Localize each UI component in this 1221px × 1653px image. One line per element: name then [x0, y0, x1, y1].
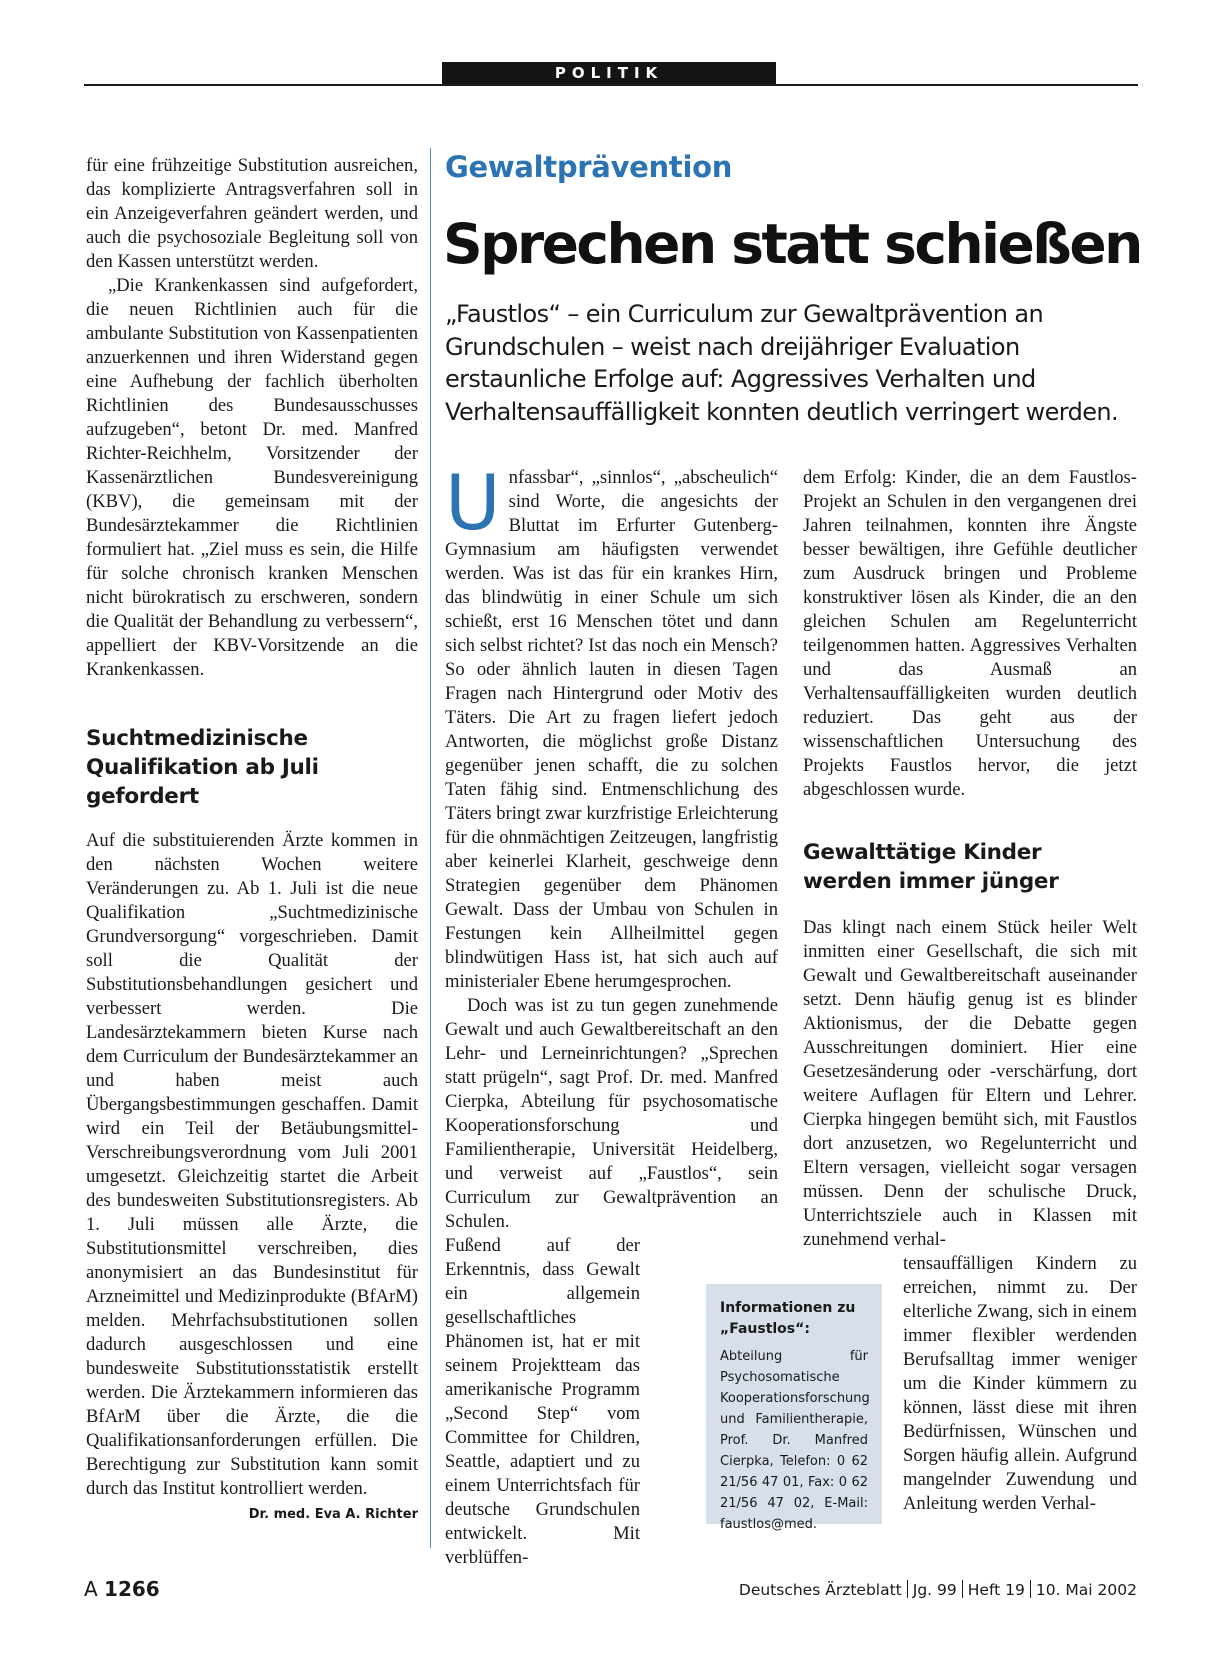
article-paragraph-1-text: nfassbar“, „sinnlos“, „abscheulich“ sind Worte, die angesichts der Bluttat im Erfurter Gutenberg-Gymnasium am häufigsten verwendet werden. Was ist das für ein krankes Hirn, das blindwütig in einer Schule um sich schießt, erst 16 Menschen tötet und dann sich selbst richtet? Ist das noch ein Mensch? So oder ähnlich lauten in diesen Tagen Fragen nach Hintergrund oder Motiv des Täters. Die Art zu fragen liefert jedoch Antworten, die möglichst große Distanz gegenüber jenen schafft, die zu solchen Taten fähig sind. Entmenschlichung des Täters bringt zwar kurzfristige Erleichterung für die ohnmächtigen Zeitzeugen, langfristig aber keinerlei Klarheit, geschweige denn Strategien gegenüber dem Phänomen Gewalt. Dass der Umbau von Schulen in Festungen kein Allheilmittel gegen blindwütigen Hass ist, hat sich auch auf ministerialer Ebene herumgesprochen.: [445, 467, 778, 992]
footer-separator: [1030, 1580, 1031, 1598]
journal-date: 10. Mai 2002: [1035, 1581, 1137, 1599]
article-paragraph-4a: Das klingt nach einem Stück heiler Welt inmitten einer Gesellschaft, die sich mit Gewalt und Gewaltbereitschaft auseinander setzt. Denn häufig genug ist es blinder Aktionismus, der die Debatte gegen Ausschreitungen dominiert. Hier eine Gesetzesänderung oder -verschärfung, dort weitere Auflagen für Eltern und Lehrer. Cierpka hingegen bemüht sich, mit Faustlos dort anzusetzen, wo Regelunterricht und Eltern versagen, vielleicht sogar versagen müssen. Denn der schulische Druck, Unterrichtsziele auch in Klassen mit zunehmend verhal-: [803, 917, 1137, 1250]
info-box-title: Informationen zu „Faustlos“:: [720, 1300, 856, 1337]
footer-separator: [962, 1580, 963, 1598]
left-subhead: Suchtmedizinische Qualifikation ab Juli gefordert: [86, 726, 319, 809]
article-paragraph-4b: tensauffälligen Kindern zu erreichen, nimmt zu. Der elterliche Zwang, sich in einem immer flexibler werdenden Berufsalltag immer weniger um die Kinder kümmern zu können, lässt diese mit ihren Bedürfnissen, Wünschen und Sorgen häufig allein. Aufgrund mangelnder Zuwendung und Anleitung werden Verhal-: [903, 1253, 1137, 1514]
left-paragraph-2: „Die Krankenkassen sind aufgefordert, die neuen Richtlinien auch für die ambulante Substitution von Kassenpatienten anzuerkennen und ihren Widerstand gegen eine Aufhebung der fachlich überholten Richtlinien des Bundesausschusses aufzugeben“, betont Dr. med. Manfred Richter-Reichhelm, Vorsitzender der Kassenärztlichen Bundesvereinigung (KBV), die gemeinsam mit der Bundesärztekammer die Richtlinien formuliert hat. „Ziel muss es sein, die Hilfe für solche chronisch kranken Menschen nicht bürokratisch zu erschweren, sondern die Qualität der Behandlung zu verbessern“, appelliert der KBV-Vorsitzende an die Krankenkassen.: [86, 275, 418, 680]
right-column: [803, 466, 1137, 1516]
article-lead: „Faustlos“ – ein Curriculum zur Gewaltprävention an Grundschulen – weist nach dreijähriger Evaluation erstaunliche Erfolge auf: Aggressives Verhalten und Verhaltensauffälligkeit konnten deutlich verringert werden.: [445, 300, 1119, 426]
drop-cap: U: [445, 458, 501, 547]
page-number: 1266: [104, 1577, 160, 1601]
folio-prefix: A: [84, 1577, 98, 1601]
article-kicker: Gewaltprävention: [445, 150, 733, 184]
left-paragraph-3: [86, 829, 418, 1522]
article-paragraph-2b: Fußend auf der Erkenntnis, dass Gewalt ein allgemein gesellschaftliches Phänomen ist, hat er mit seinem Projektteam das amerikanische Programm „Second Step“ vom Committee for Children, Seattle, adaptiert und zu einem Unterrichtsfach für deutsche Grundschulen entwickelt. Mit verblüffen-: [445, 1235, 640, 1568]
page-folio: [84, 1577, 160, 1601]
article-paragraph-2a: Doch was ist zu tun gegen zunehmende Gewalt und auch Gewaltbereitschaft an den Lehr- und Lerneinrichtungen? „Sprechen statt prügeln“, sagt Prof. Dr. med. Manfred Cierpka, Abteilung für psychosomatische Kooperationsforschung und Familientherapie, Universität Heidelberg, und verweist auf „Faustlos“, sein Curriculum zur Gewaltprävention an Schulen.: [445, 995, 778, 1232]
article-subhead: Gewalttätige Kinder werden immer jünger: [803, 840, 1059, 894]
author-credit: Dr. med. Eva A. Richter: [248, 1507, 418, 1522]
journal-footer: [739, 1580, 1137, 1599]
journal-name: Deutsches Ärzteblatt: [738, 1581, 902, 1599]
column-divider: [430, 148, 431, 1548]
section-label: POLITIK: [442, 62, 776, 84]
article-paragraph-1: [445, 458, 778, 994]
footer-separator: [907, 1580, 908, 1598]
article-paragraph-3: dem Erfolg: Kinder, die an dem Faustlos-Projekt an Schulen in den vergangenen drei Jahren teilnahmen, konnten ihre Ängste besser bewältigen, ihre Gefühle deutlicher zum Ausdruck bringen und Probleme konstruktiver lösen als Kinder, die an den gleichen Schulen am Regelunterricht teilgenommen hatten. Aggressives Verhalten und das Ausmaß an Verhaltensauffälligkeiten wurden deutlich reduziert. Das geht aus der wissenschaftlichen Untersuchung des Projekts Faustlos hervor, die jetzt abgeschlossen wurde.: [803, 467, 1137, 800]
article-headline: Sprechen statt schießen: [443, 212, 1141, 276]
journal-issue: Heft 19: [967, 1581, 1025, 1599]
info-box-body: Abteilung für Psychosomatische Kooperationsforschung und Familientherapie, Prof. Dr. Manfred Cierpka, Telefon: 0 62 21/56 47 01, Fax: 0 62 21/56 47 02, E-Mail: faustlos@med.: [720, 1349, 870, 1532]
journal-volume: Jg. 99: [912, 1581, 957, 1599]
header-rule: [84, 84, 1138, 86]
left-column: [86, 154, 418, 1527]
left-paragraph-3-text: Auf die substituierenden Ärzte kommen in den nächsten Wochen weitere Veränderungen zu. Ab 1. Juli ist die neue Qualifikation „Suchtmedizinische Grundversorgung“ vorgeschrieben. Damit soll die Qualität der Substitutionsbehandlungen gesichert und verbessert werden. Die Landesärztekammern bieten Kurse nach dem Curriculum der Bundesärztekammer an und haben meist auch Übergangsbestimmungen geschaffen. Damit wird ein Teil der Betäubungsmittel-Verschreibungsverordnung vom Juli 2001 umgesetzt. Gleichzeitig startet die Arbeit des bundesweiten Substitutionsregisters. Ab 1. Juli müssen alle Ärzte, die Substitutionsmittel verschreiben, dies anonymisiert an das Bundesinstitut für Arzneimittel und Medizinprodukte (BfArM) melden. Mehrfachsubstitutionen sollen dadurch ausgeschlossen und eine bundesweite Substitutionsstatistik erstellt werden. Die Ärztekammern informieren das BfArM über die Ärzte, die die Qualifikationsanforderungen erfüllen. Die Berechtigung zur Substitution kann somit durch das Institut kontrolliert werden.: [86, 830, 418, 1499]
left-paragraph-1: für eine frühzeitige Substitution ausreichen, das komplizierte Antragsverfahren soll in ein Anzeigeverfahren geändert werden, und auch die psychosoziale Begleitung soll von den Kassen unterstützt werden.: [86, 155, 418, 272]
